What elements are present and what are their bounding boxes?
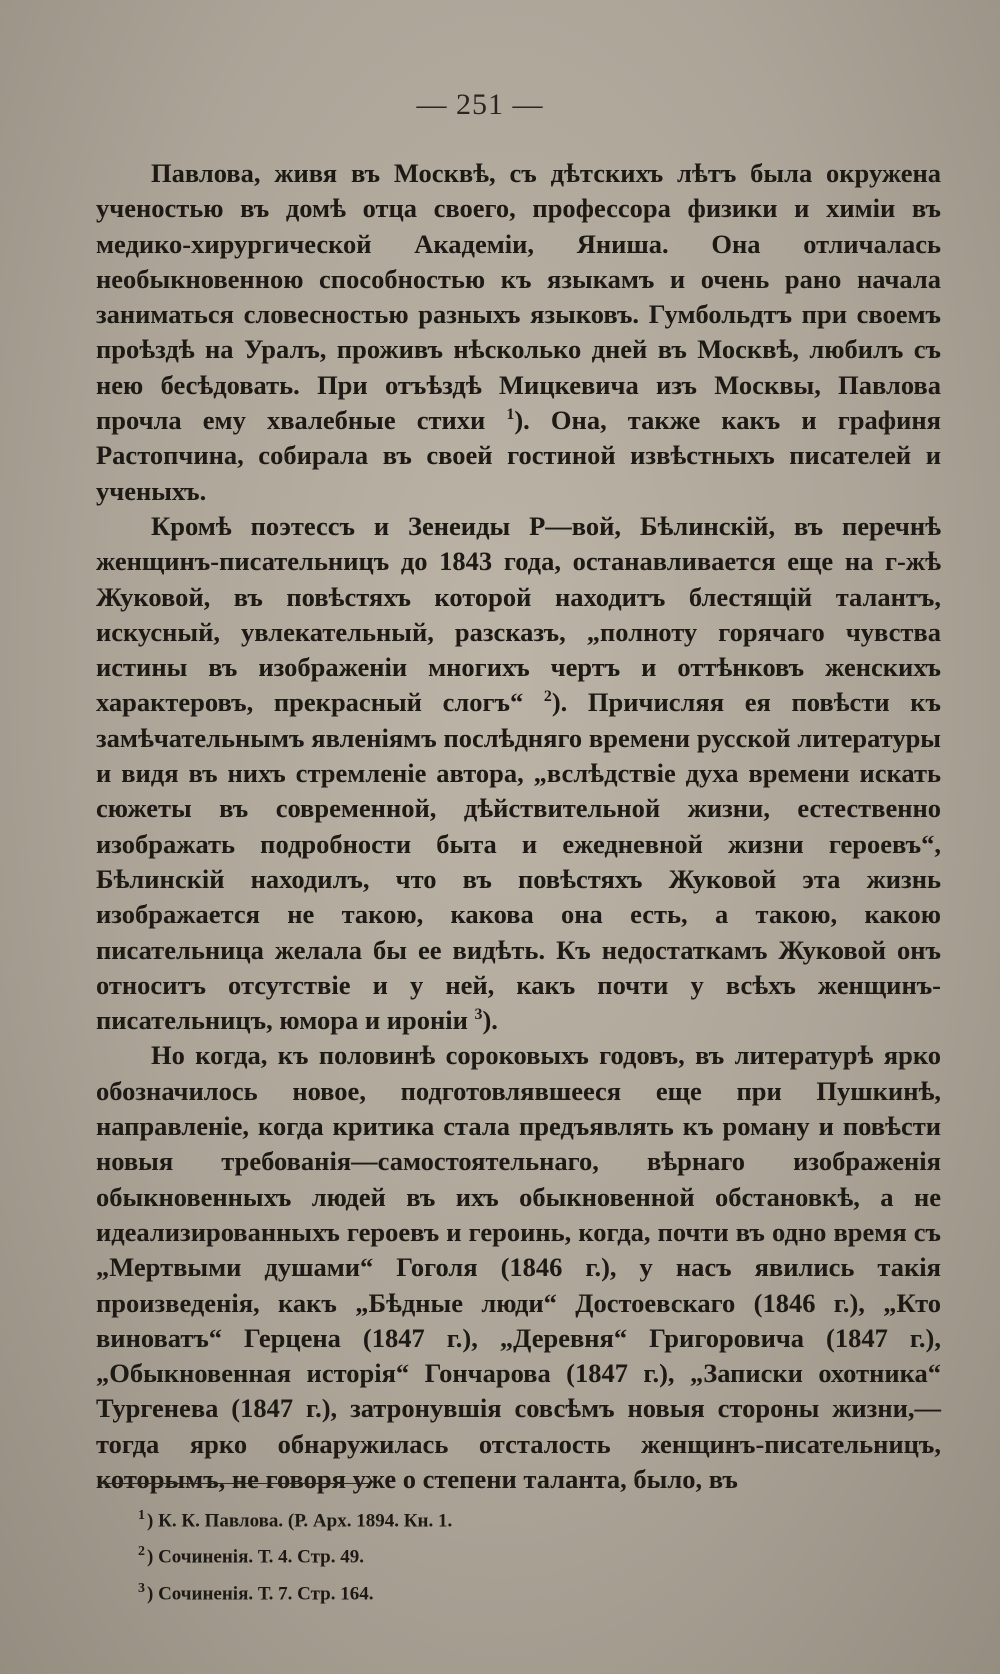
footnote-ref-3: 3 bbox=[474, 1006, 483, 1024]
paragraph-2-text-c: ). bbox=[482, 1005, 498, 1036]
paragraph-2 bbox=[96, 509, 941, 1038]
footnote-3 bbox=[138, 1573, 838, 1609]
footnote-3-mark: 3 bbox=[138, 1580, 145, 1596]
paragraph-3 bbox=[96, 1038, 941, 1497]
body-text bbox=[96, 156, 941, 1497]
paragraph-3-text: Но когда, къ половинѣ сороковыхъ годовъ, въ литературѣ ярко обозначилось новое, подготовлявшееся еще при Пушкинѣ, направленіе, когда критика стала предъявлять къ роману и повѣсти новыя требованія—самостоятельнаго, вѣрнаго изображенія обыкновенныхъ людей въ ихъ обыкновенной обстановкѣ, а не идеализированныхъ героевъ и героинь, когда, почти въ одно время съ „Мертвыми душами“ Гоголя (1846 г.), у насъ явились такія произведенія, какъ „Бѣдные люди“ Достоевскаго (1846 г.), „Кто виноватъ“ Герцена (1847 г.), „Деревня“ Григоровича (1847 г.), „Обыкновенная исторія“ Гончарова (1847 г.), „Записки охотника“ Тургенева (1847 г.), затронувшія совсѣмъ новыя стороны жизни,—тогда ярко обнаружилась отсталость женщинъ-писательницъ, которымъ, не говоря уже о степени таланта, было, въ bbox=[96, 1040, 941, 1494]
footnote-3-text: ) Сочиненія. Т. 7. Стр. 164. bbox=[147, 1582, 374, 1604]
paragraph-1-text-a: Павлова, живя въ Москвѣ, съ дѣтскихъ лѣтъ была окружена ученостью въ домѣ отца своего, профессора физики и химіи въ медико-хирургической Академіи, Янишa. Она отличалась необыкновенною способностью къ языкамъ и очень рано начала заниматься словесностью разныхъ языковъ. Гумбольдтъ при своемъ проѣздѣ на Уралъ, проживъ нѣсколько дней въ Москвѣ, любилъ съ нею бесѣдовать. При отъѣздѣ Мицкевича изъ Москвы, Павлова прочла ему хвалебные стихи bbox=[96, 158, 941, 436]
footnote-2-text: ) Сочиненія. Т. 4. Стр. 49. bbox=[147, 1546, 364, 1568]
paragraph-1-text-b: ). Она, также какъ и графиня Растопчина, собирала въ своей гостиной извѣстныхъ писателей и ученыхъ. bbox=[96, 405, 942, 506]
footnote-ref-2: 2 bbox=[543, 688, 552, 706]
footnote-1-mark: 1 bbox=[138, 1508, 145, 1523]
footnote-2-mark: 2 bbox=[138, 1544, 145, 1560]
paragraph-1 bbox=[96, 156, 941, 509]
footnote-divider bbox=[98, 1483, 368, 1484]
paragraph-2-text-a: Кромѣ поэтессъ и Зенеиды Р—вой, Бѣлинскій, въ перечнѣ женщинъ-писательницъ до 1843 года, останавливается еще на г-жѣ Жуковой, въ повѣстяхъ которой находитъ блестящій талантъ, искусный, увлекательный, разсказъ, „полноту горячаго чувства истины въ изображеніи многихъ чертъ и оттѣнковъ женскихъ характеровъ, прекрасный слогъ“ bbox=[96, 510, 941, 718]
footnote-1 bbox=[138, 1500, 838, 1536]
footnote-1-text: ) К. К. Павлова. (Р. Арх. 1894. Кн. 1. bbox=[147, 1510, 453, 1532]
footnote-2 bbox=[138, 1536, 838, 1572]
footnote-ref-1: 1 bbox=[506, 406, 515, 424]
page-number: — 251 — bbox=[416, 88, 544, 121]
paragraph-2-text-b: ). Причисляя ея повѣсти къ замѣчательнымъ явленіямъ послѣдняго времени русской литературы и видя въ нихъ стремленіе автора, „вслѣдствіе духа времени искать сюжеты въ современной, дѣйствительной жизни, естественно изображать подробности быта и ежедневной жизни героевъ“, Бѣлинскій находилъ, что въ повѣстяхъ Жуковой эта жизнь изображается не такою, какова она есть, а такою, какою писательница желала бы ее видѣть. Къ недостаткамъ Жуковой онъ относитъ отсутствіе и у ней, какъ почти у всѣхъ женщинъ-писательницъ, юмора и ироніи bbox=[96, 687, 941, 1036]
footnotes bbox=[138, 1500, 838, 1609]
